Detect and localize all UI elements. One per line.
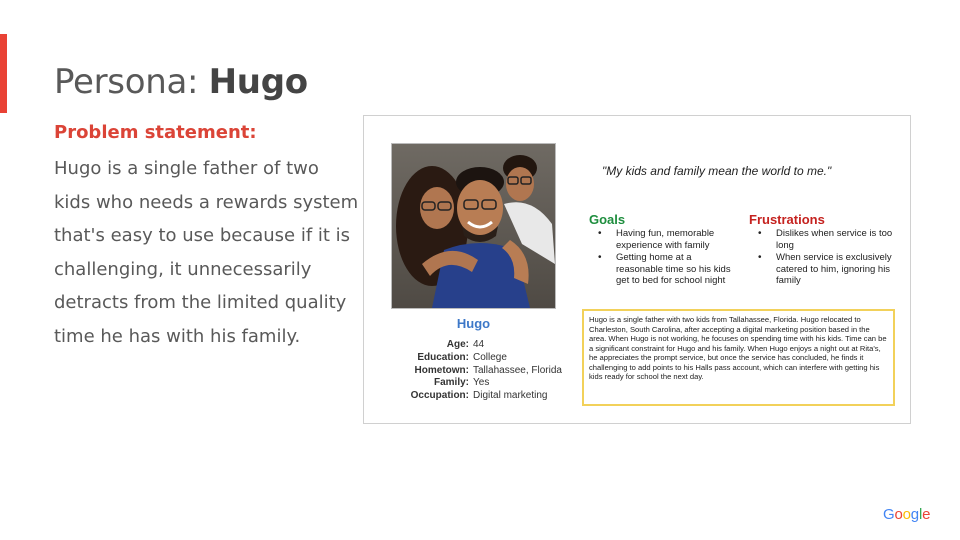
goals-list	[594, 228, 734, 288]
logo-letter: o	[894, 506, 903, 523]
detail-label: Family:	[433, 377, 469, 389]
persona-name: Hugo	[456, 316, 491, 331]
detail-label: Occupation:	[410, 390, 469, 402]
logo-letter: l	[918, 506, 923, 523]
detail-label: Hometown:	[414, 364, 469, 376]
frustration-item: • When service is exclusively catered to him, ignoring his family	[754, 252, 894, 287]
detail-value: Digital marketing	[473, 390, 548, 402]
frustrations-list	[754, 228, 894, 288]
problem-statement-text: Hugo is a single father of two kids who needs a rewards system that's easy to use because if it is challenging, it unnecessarily detracts from the limited quality time he has with his family.	[54, 158, 359, 347]
logo-letter: g	[910, 506, 919, 523]
persona-bio: Hugo is a single father with two kids from Tallahassee, Florida. Hugo relocated to Charleston, South Carolina, after accepting a digital marketing position based in the area. When Hugo is not working, he focuses on spending time with his kids. Time can be a significant constraint for Hugo and his family. When Hugo enjoys a night out at Rita's, he appreciates the prompt service, but once the service has concluded, he finds it challenging to add points to his Halls pass account, which can interfere with getting his kids ready for school the next day.	[582, 309, 895, 406]
persona-quote: "My kids and family mean the world to me."	[602, 164, 832, 178]
accent-bar	[0, 34, 7, 113]
detail-row-age	[364, 339, 562, 352]
frustration-item: • Dislikes when service is too long	[754, 228, 894, 251]
detail-row-family	[364, 377, 562, 390]
logo-letter: o	[902, 506, 911, 523]
persona-details	[364, 339, 562, 403]
slide-title	[54, 62, 308, 102]
title-name: Hugo	[208, 62, 308, 102]
detail-row-hometown	[364, 365, 562, 378]
logo-letter: e	[922, 506, 931, 523]
detail-row-occupation	[364, 390, 562, 403]
detail-label: Education:	[417, 351, 469, 363]
goal-item: • Having fun, memorable experience with family	[594, 228, 734, 251]
detail-value: Yes	[473, 377, 490, 389]
detail-label: Age:	[446, 339, 469, 350]
family-photo-image	[392, 144, 555, 308]
frustrations-heading: Frustrations	[749, 212, 825, 227]
detail-row-education	[364, 352, 562, 365]
detail-value: College	[473, 351, 507, 363]
persona-card	[363, 115, 911, 424]
title-prefix: Persona:	[54, 62, 209, 102]
persona-photo	[391, 143, 556, 309]
goals-heading: Goals	[589, 212, 626, 227]
detail-value: Tallahassee, Florida	[473, 364, 562, 376]
google-logo	[883, 506, 930, 523]
logo-letter: G	[883, 506, 895, 523]
goal-item: • Getting home at a reasonable time so his kids get to bed for school night	[594, 252, 734, 287]
problem-statement-label: Problem statement:	[54, 122, 257, 143]
detail-value: 44	[473, 339, 485, 350]
